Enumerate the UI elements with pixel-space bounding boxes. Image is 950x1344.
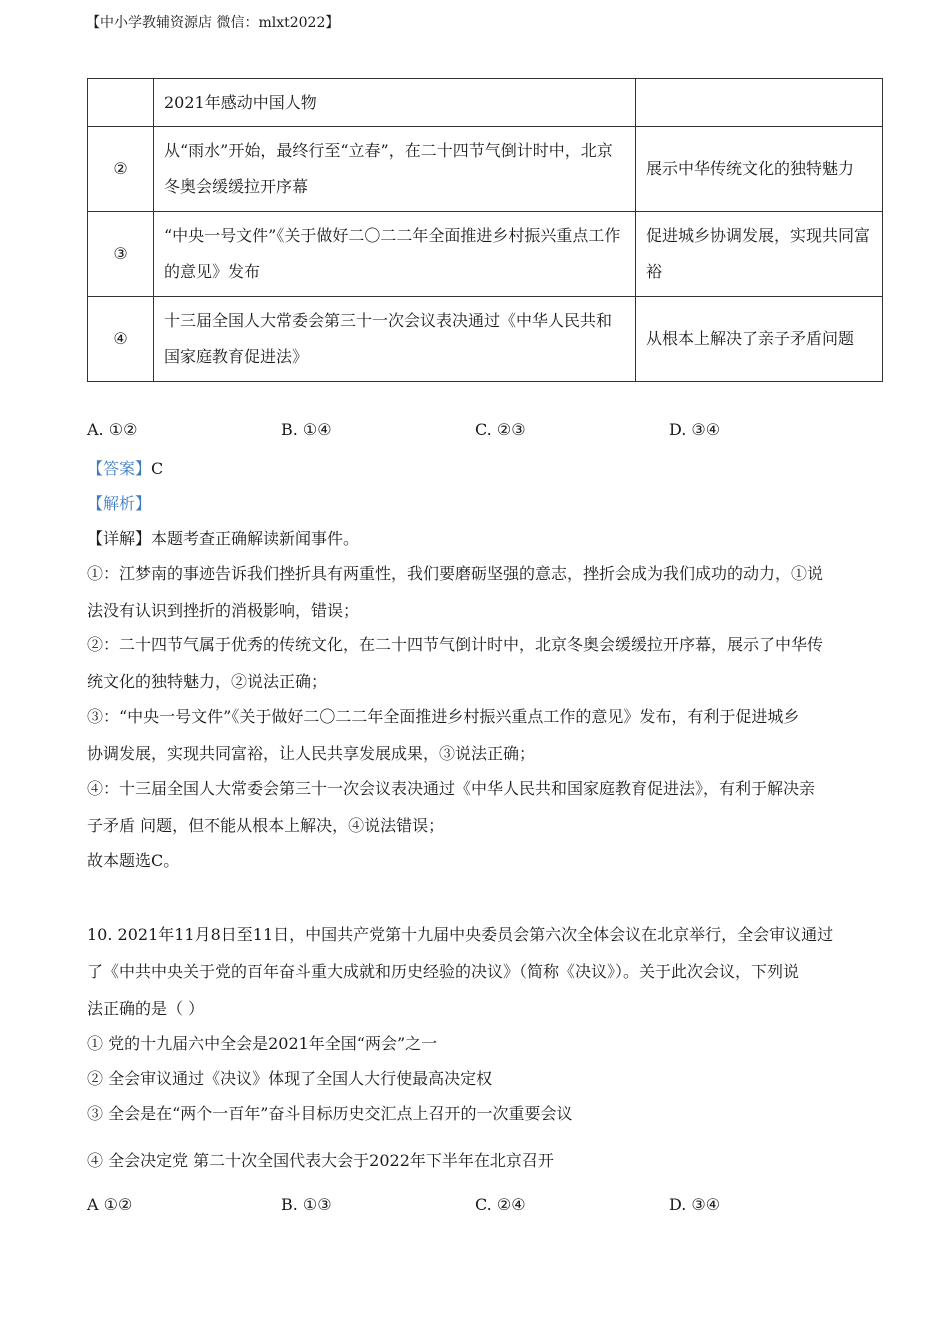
q10-statement: ③ 全会是在“两个一百年”奋斗目标历史交汇点上召开的一次重要会议 xyxy=(87,1104,573,1123)
events-table xyxy=(87,78,883,382)
explanation-line: 协调发展，实现共同富裕，让人民共享发展成果，③说法正确； xyxy=(87,744,536,763)
row-number xyxy=(88,79,154,127)
row-meaning: 促进城乡协调发展，实现共同富裕 xyxy=(636,212,883,297)
row-number: ④ xyxy=(88,297,154,382)
row-meaning: 从根本上解决了亲子矛盾问题 xyxy=(636,297,883,382)
row-meaning xyxy=(636,79,883,127)
q10-stem-line: 10. 2021年11月8日至11日，中国共产党第十九届中央委员会第六次全体会议在北京举行，全会审议通过 xyxy=(87,925,834,944)
q10-stem-line: 了《中共中央关于党的百年奋斗重大成就和历史经验的决议》（简称《决议》）。关于此次会议，下列说 xyxy=(87,962,800,981)
explanation-line: ②：二十四节气属于优秀的传统文化，在二十四节气倒计时中，北京冬奥会缓缓拉开序幕，展示了中华传 xyxy=(87,635,824,654)
q9-option-a: A. ①② xyxy=(87,420,138,439)
header-watermark: 【中小学教辅资源店 微信：mlxt2022】 xyxy=(86,15,340,31)
explanation-line: 故本题选C。 xyxy=(87,851,180,870)
row-event: “中央一号文件”《关于做好二〇二二年全面推进乡村振兴重点工作的意见》发布 xyxy=(154,212,636,297)
row-event: 十三届全国人大常委会第三十一次会议表决通过《中华人民共和国家庭教育促进法》 xyxy=(154,297,636,382)
q9-option-c: C. ②③ xyxy=(475,420,526,439)
table-row xyxy=(88,127,883,212)
q10-stem-line: 法正确的是（ ） xyxy=(87,999,205,1018)
detail-text: 本题考查正确解读新闻事件。 xyxy=(151,529,360,548)
explanation-line: ③：“中央一号文件”《关于做好二〇二二年全面推进乡村振兴重点工作的意见》发布，有利于促进城乡 xyxy=(87,707,800,726)
detail-tag: 【详解】 xyxy=(87,529,152,548)
answer-value: C xyxy=(151,459,164,478)
q10-option-d: D. ③④ xyxy=(669,1195,721,1214)
table-row xyxy=(88,79,883,127)
row-event: 从“雨水”开始，最终行至“立春”，在二十四节气倒计时中，北京冬奥会缓缓拉开序幕 xyxy=(154,127,636,212)
q9-option-b: B. ①④ xyxy=(281,420,332,439)
detail-line xyxy=(87,526,359,549)
answer-tag: 【答案】 xyxy=(87,459,152,478)
q10-statement: ① 党的十九届六中全会是2021年全国“两会”之一 xyxy=(87,1034,438,1053)
explanation-line: ④：十三届全国人大常委会第三十一次会议表决通过《中华人民共和国家庭教育促进法》，有利于解决亲 xyxy=(87,779,816,798)
explanation-line: 统文化的独特魅力，②说法正确； xyxy=(87,672,328,691)
q10-statement: ④ 全会决定党 第二十次全国代表大会于2022年下半年在北京召开 xyxy=(87,1151,554,1170)
explanation-line: ①：江梦南的事迹告诉我们挫折具有两重性，我们要磨砺坚强的意志，挫折会成为我们成功的动力，①说 xyxy=(87,564,824,583)
q10-statement: ② 全会审议通过《决议》体现了全国人大行使最高决定权 xyxy=(87,1069,493,1088)
row-event: 2021年感动中国人物 xyxy=(154,79,636,127)
q10-option-a: A ①② xyxy=(87,1195,133,1214)
row-number: ③ xyxy=(88,212,154,297)
table-row xyxy=(88,212,883,297)
analysis-tag: 【解析】 xyxy=(87,494,152,513)
q10-option-b: B. ①③ xyxy=(281,1195,332,1214)
answer-line xyxy=(87,456,163,479)
row-meaning: 展示中华传统文化的独特魅力 xyxy=(636,127,883,212)
q9-option-d: D. ③④ xyxy=(669,420,721,439)
table-row xyxy=(88,297,883,382)
row-number: ② xyxy=(88,127,154,212)
q10-option-c: C. ②④ xyxy=(475,1195,526,1214)
explanation-line: 子矛盾 问题，但不能从根本上解决，④说法错误； xyxy=(87,816,445,835)
explanation-line: 法没有认识到挫折的消极影响，错误； xyxy=(87,601,360,620)
